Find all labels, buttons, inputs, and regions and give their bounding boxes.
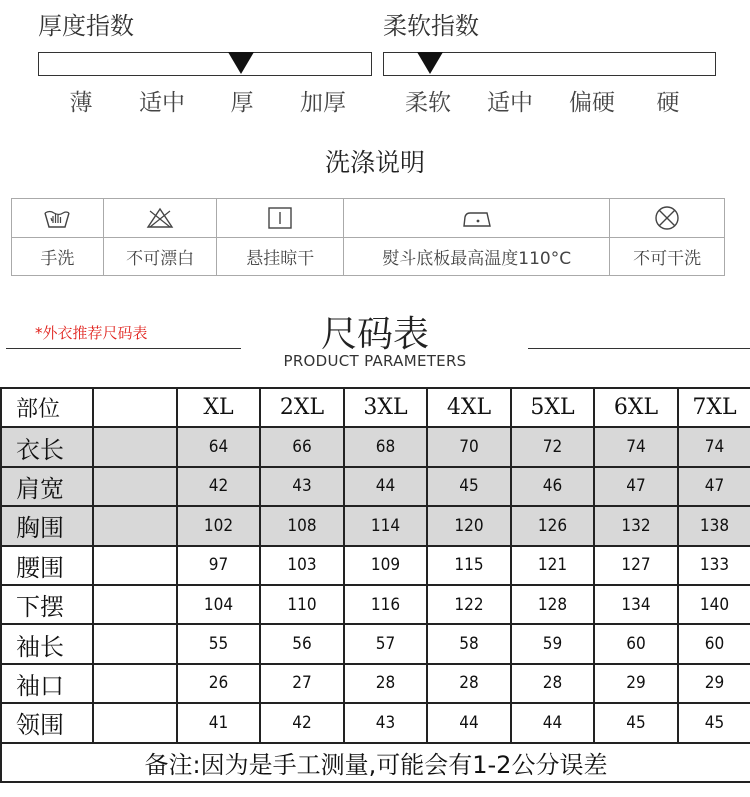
part-name: 胸围 bbox=[1, 506, 93, 545]
iron-icon bbox=[344, 199, 609, 238]
measurement-cell: 74 bbox=[678, 427, 750, 466]
wash-table bbox=[11, 198, 725, 276]
size-header-7xl: 7XL bbox=[678, 388, 750, 427]
measurement-cell: 27 bbox=[260, 664, 344, 703]
measurement-note: 备注:因为是手工测量,可能会有1-2公分误差 bbox=[1, 743, 750, 782]
measurement-cell: 47 bbox=[678, 467, 750, 506]
measurement-cell: 122 bbox=[427, 585, 511, 624]
table-row bbox=[1, 585, 750, 624]
measurement-cell: 60 bbox=[678, 624, 750, 663]
recommend-note: *外衣推荐尺码表 bbox=[35, 324, 148, 342]
measurement-cell: 121 bbox=[511, 546, 594, 585]
part-name: 下摆 bbox=[1, 585, 93, 624]
measurement-cell: 43 bbox=[260, 467, 344, 506]
size-header-2xl: 2XL bbox=[260, 388, 344, 427]
measurement-cell: 41 bbox=[177, 703, 260, 742]
measurement-cell: 114 bbox=[344, 506, 427, 545]
thickness-label-medium: 适中 bbox=[139, 90, 185, 116]
size-header-5xl: 5XL bbox=[511, 388, 594, 427]
measurement-cell: 42 bbox=[177, 467, 260, 506]
measurement-cell: 29 bbox=[594, 664, 678, 703]
table-row bbox=[1, 546, 750, 585]
measurement-cell: 45 bbox=[427, 467, 511, 506]
measurement-cell: 46 bbox=[511, 467, 594, 506]
measurement-cell: 115 bbox=[427, 546, 511, 585]
table-row bbox=[1, 624, 750, 663]
measurement-cell: 127 bbox=[594, 546, 678, 585]
size-header-row bbox=[1, 388, 750, 427]
measurement-cell: 134 bbox=[594, 585, 678, 624]
part-name: 领围 bbox=[1, 703, 93, 742]
measurement-cell: 42 bbox=[260, 703, 344, 742]
measurement-cell: 47 bbox=[594, 467, 678, 506]
part-name: 肩宽 bbox=[1, 467, 93, 506]
softness-label-soft: 柔软 bbox=[405, 90, 451, 116]
table-row bbox=[1, 506, 750, 545]
measurement-cell: 45 bbox=[678, 703, 750, 742]
wash-item-no-bleach bbox=[104, 199, 218, 275]
softness-title: 柔软指数 bbox=[383, 12, 479, 40]
measurement-cell: 44 bbox=[427, 703, 511, 742]
hand-wash-label: 手洗 bbox=[40, 248, 75, 269]
measurement-cell: 128 bbox=[511, 585, 594, 624]
wash-item-iron bbox=[344, 199, 610, 275]
measurement-cell: 140 bbox=[678, 585, 750, 624]
softness-label-hard: 硬 bbox=[656, 90, 680, 116]
size-chart-title: 尺码表 bbox=[320, 314, 429, 355]
size-header-6xl: 6XL bbox=[594, 388, 678, 427]
size-header-xl: XL bbox=[177, 388, 260, 427]
size-table bbox=[0, 387, 750, 783]
measurement-cell: 60 bbox=[594, 624, 678, 663]
measurement-cell: 126 bbox=[511, 506, 594, 545]
blank-cell bbox=[93, 585, 177, 624]
measurement-cell: 64 bbox=[177, 427, 260, 466]
hand-wash-icon bbox=[12, 199, 103, 238]
hang-dry-icon bbox=[217, 199, 343, 238]
measurement-cell: 58 bbox=[427, 624, 511, 663]
measurement-cell: 116 bbox=[344, 585, 427, 624]
thickness-marker bbox=[228, 52, 254, 74]
note-row bbox=[1, 743, 750, 782]
measurement-cell: 29 bbox=[678, 664, 750, 703]
measurement-cell: 120 bbox=[427, 506, 511, 545]
thickness-bar bbox=[38, 52, 372, 76]
wash-title: 洗涤说明 bbox=[324, 148, 425, 177]
blank-cell bbox=[93, 624, 177, 663]
blank-cell bbox=[93, 388, 177, 427]
softness-label-medium: 适中 bbox=[487, 90, 533, 116]
wash-item-hang-dry bbox=[217, 199, 344, 275]
size-header-4xl: 4XL bbox=[427, 388, 511, 427]
size-header-3xl: 3XL bbox=[344, 388, 427, 427]
measurement-cell: 28 bbox=[344, 664, 427, 703]
measurement-cell: 56 bbox=[260, 624, 344, 663]
part-name: 腰围 bbox=[1, 546, 93, 585]
part-name: 衣长 bbox=[1, 427, 93, 466]
measurement-cell: 133 bbox=[678, 546, 750, 585]
thickness-title: 厚度指数 bbox=[38, 12, 134, 40]
measurement-cell: 45 bbox=[594, 703, 678, 742]
table-row bbox=[1, 467, 750, 506]
softness-marker bbox=[417, 52, 443, 74]
measurement-cell: 59 bbox=[511, 624, 594, 663]
measurement-cell: 66 bbox=[260, 427, 344, 466]
blank-cell bbox=[93, 664, 177, 703]
measurement-cell: 68 bbox=[344, 427, 427, 466]
no-bleach-label: 不可漂白 bbox=[126, 248, 195, 269]
part-header: 部位 bbox=[1, 388, 93, 427]
measurement-cell: 109 bbox=[344, 546, 427, 585]
table-row bbox=[1, 664, 750, 703]
blank-cell bbox=[93, 703, 177, 742]
iron-label: 熨斗底板最高温度110°C bbox=[382, 248, 572, 269]
measurement-cell: 138 bbox=[678, 506, 750, 545]
blank-cell bbox=[93, 427, 177, 466]
part-name: 袖长 bbox=[1, 624, 93, 663]
measurement-cell: 55 bbox=[177, 624, 260, 663]
part-name: 袖口 bbox=[1, 664, 93, 703]
measurement-cell: 74 bbox=[594, 427, 678, 466]
table-row bbox=[1, 427, 750, 466]
measurement-cell: 28 bbox=[427, 664, 511, 703]
thickness-label-extra-thick: 加厚 bbox=[300, 90, 346, 116]
measurement-cell: 110 bbox=[260, 585, 344, 624]
thickness-label-thin: 薄 bbox=[69, 90, 93, 116]
wash-item-hand-wash bbox=[12, 199, 104, 275]
table-row bbox=[1, 703, 750, 742]
measurement-cell: 97 bbox=[177, 546, 260, 585]
measurement-cell: 70 bbox=[427, 427, 511, 466]
measurement-cell: 43 bbox=[344, 703, 427, 742]
size-chart-subtitle: PRODUCT PARAMETERS bbox=[283, 352, 467, 370]
measurement-cell: 72 bbox=[511, 427, 594, 466]
measurement-cell: 103 bbox=[260, 546, 344, 585]
measurement-cell: 28 bbox=[511, 664, 594, 703]
measurement-cell: 26 bbox=[177, 664, 260, 703]
measurement-cell: 57 bbox=[344, 624, 427, 663]
measurement-cell: 44 bbox=[511, 703, 594, 742]
no-dry-clean-icon bbox=[610, 199, 724, 238]
no-dry-clean-label: 不可干洗 bbox=[633, 248, 702, 269]
blank-cell bbox=[93, 506, 177, 545]
blank-cell bbox=[93, 467, 177, 506]
measurement-cell: 132 bbox=[594, 506, 678, 545]
measurement-cell: 44 bbox=[344, 467, 427, 506]
blank-cell bbox=[93, 546, 177, 585]
hang-dry-label: 悬挂晾干 bbox=[246, 248, 315, 269]
measurement-cell: 108 bbox=[260, 506, 344, 545]
no-bleach-icon bbox=[104, 199, 217, 238]
measurement-cell: 104 bbox=[177, 585, 260, 624]
softness-label-firm: 偏硬 bbox=[569, 90, 615, 116]
measurement-cell: 102 bbox=[177, 506, 260, 545]
wash-item-no-dry-clean bbox=[610, 199, 724, 275]
thickness-label-thick: 厚 bbox=[230, 90, 254, 116]
